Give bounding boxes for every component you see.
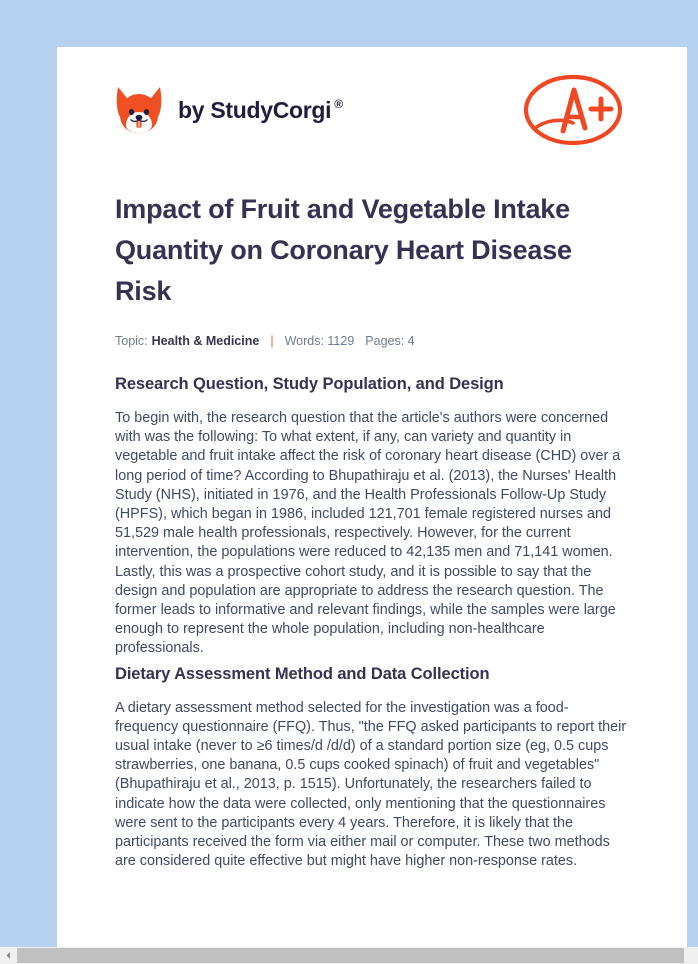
horizontal-scrollbar[interactable] xyxy=(0,947,698,964)
document-page xyxy=(57,47,687,947)
brand-name-text: by StudyCorgi xyxy=(178,96,332,123)
brand-header xyxy=(115,47,629,154)
section-paragraph-2: A dietary assessment method selected for the investigation was a food-frequency questionnaire (FFQ). Thus, "the FFQ asked participants to report their usual intake (never to ≥6 times/d /d/d) of a standard portion size (eg, 0.5 cups strawberries, one banana, 0.5 cups cooked spinach) of fruit and vegetables" (Bhupathiraju et al., 2013, p. 1515). Unfortunately, the researchers failed to indicate how the data were collected, only mentioning that the questionnaires were sent to the participants every 4 years. Therefore, it is likely that the participants received the form via either mail or computer. These two methods are considered quite effective but might have higher non-response rates. xyxy=(115,699,627,870)
section-heading-1: Research Question, Study Population, and Design xyxy=(115,375,504,393)
section-paragraph-1: To begin with, the research question that the article's authors were concerned with was the following: To what extent, if any, can variety and quantity in vegetable and fruit intake affect the risk of coronary heart disease (CHD) over a long period of time? According to Bhupathiraju et al. (2013), the Nurses' Health Study (NHS), initiated in 1976, and the Health Professionals Follow-Up Study (HPFS), which began in 1986, included 121,701 female registered nurses and 51,529 male health professionals, respectively. However, for the current intervention, the populations were reduced to 42,135 men and 71,141 women. Lastly, this was a prospective cohort study, and it is possible to say that the design and population are appropriate to address the research question. The former leads to informative and relevant findings, while the samples were large enough to represent the whole population, including non-healthcare professionals. xyxy=(115,410,621,657)
corgi-head-icon xyxy=(115,85,163,135)
page-title: Impact of Fruit and Vegetable Intake Quantity on Coronary Heart Disease Risk xyxy=(115,194,572,306)
scrollbar-thumb[interactable] xyxy=(17,948,684,963)
section-heading-2: Dietary Assessment Method and Data Collection xyxy=(115,664,490,683)
a-plus-badge-icon xyxy=(521,71,625,149)
chevron-left-icon xyxy=(4,951,13,960)
brand-logo-group[interactable] xyxy=(115,85,343,135)
scroll-left-button[interactable] xyxy=(0,947,17,964)
meta-separator: | xyxy=(270,334,274,348)
scrollbar-track[interactable] xyxy=(17,947,698,964)
registered-trademark-icon: ® xyxy=(334,96,343,111)
meta-topic-label: Topic: xyxy=(115,334,148,348)
brand-wordmark xyxy=(178,97,343,124)
document-meta xyxy=(115,334,629,348)
meta-word-count: Words: 1129 xyxy=(284,334,355,348)
meta-page-count: Pages: 4 xyxy=(365,334,415,348)
meta-topic-value[interactable]: Health & Medicine xyxy=(151,334,260,348)
